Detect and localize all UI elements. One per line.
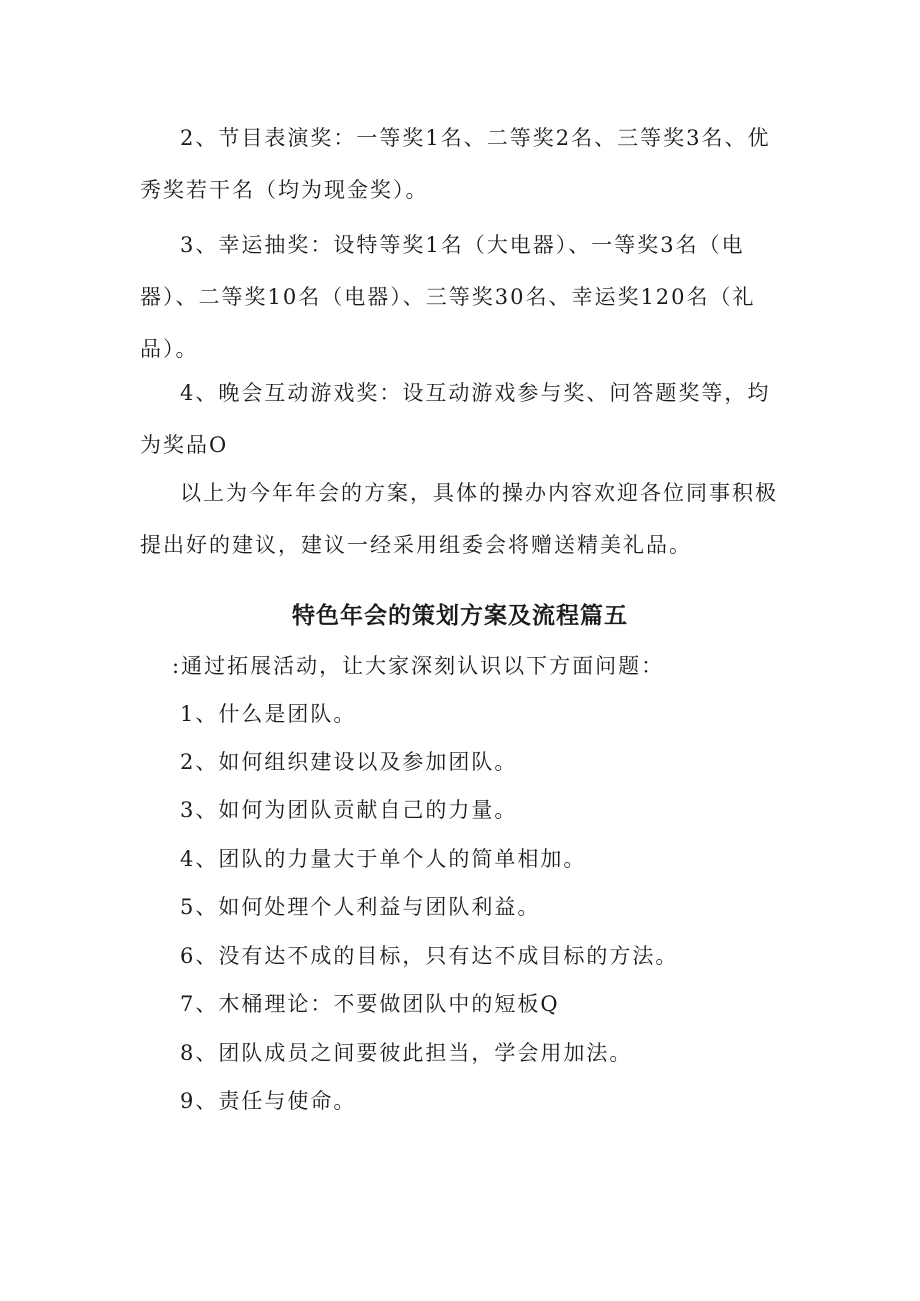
paragraph-closing-note: 以上为今年年会的方案，具体的操办内容欢迎各位同事积极提出好的建议，建议一经采用组委会将赠送精美礼品。	[140, 481, 778, 557]
list-item: 8、团队成员之间要彼此担当，学会用加法。	[180, 1041, 633, 1065]
list-item: 2、如何组织建设以及参加团队。	[180, 750, 518, 774]
list-item: 7、木桶理论：不要做团队中的短板Q	[180, 992, 560, 1016]
list-item: 4、团队的力量大于单个人的简单相加。	[180, 847, 587, 871]
list-item: 9、责任与使命。	[180, 1089, 357, 1113]
paragraph-interactive-game-award: 4、晚会互动游戏奖：设互动游戏参与奖、问答题奖等，均为奖品O	[140, 381, 771, 457]
list-item: 3、如何为团队贡献自己的力量。	[180, 798, 518, 822]
paragraph-lucky-draw: 3、幸运抽奖：设特等奖1名（大电器）、一等奖3名（电器）、二等奖10名（电器）、三等奖30名、幸运奖120名（礼品）。	[140, 233, 756, 361]
section-title: 特色年会的策划方案及流程篇五	[292, 603, 628, 629]
paragraph-performance-award: 2、节目表演奖：一等奖1名、二等奖2名、三等奖3名、优秀奖若干名（均为现金奖）。	[140, 126, 771, 202]
section-intro: :通过拓展活动，让大家深刻认识以下方面问题：	[172, 654, 665, 678]
list-item: 1、什么是团队。	[180, 702, 357, 726]
list-item: 6、没有达不成的目标，只有达不成目标的方法。	[180, 944, 679, 968]
list-item: 5、如何处理个人利益与团队利益。	[180, 895, 541, 919]
